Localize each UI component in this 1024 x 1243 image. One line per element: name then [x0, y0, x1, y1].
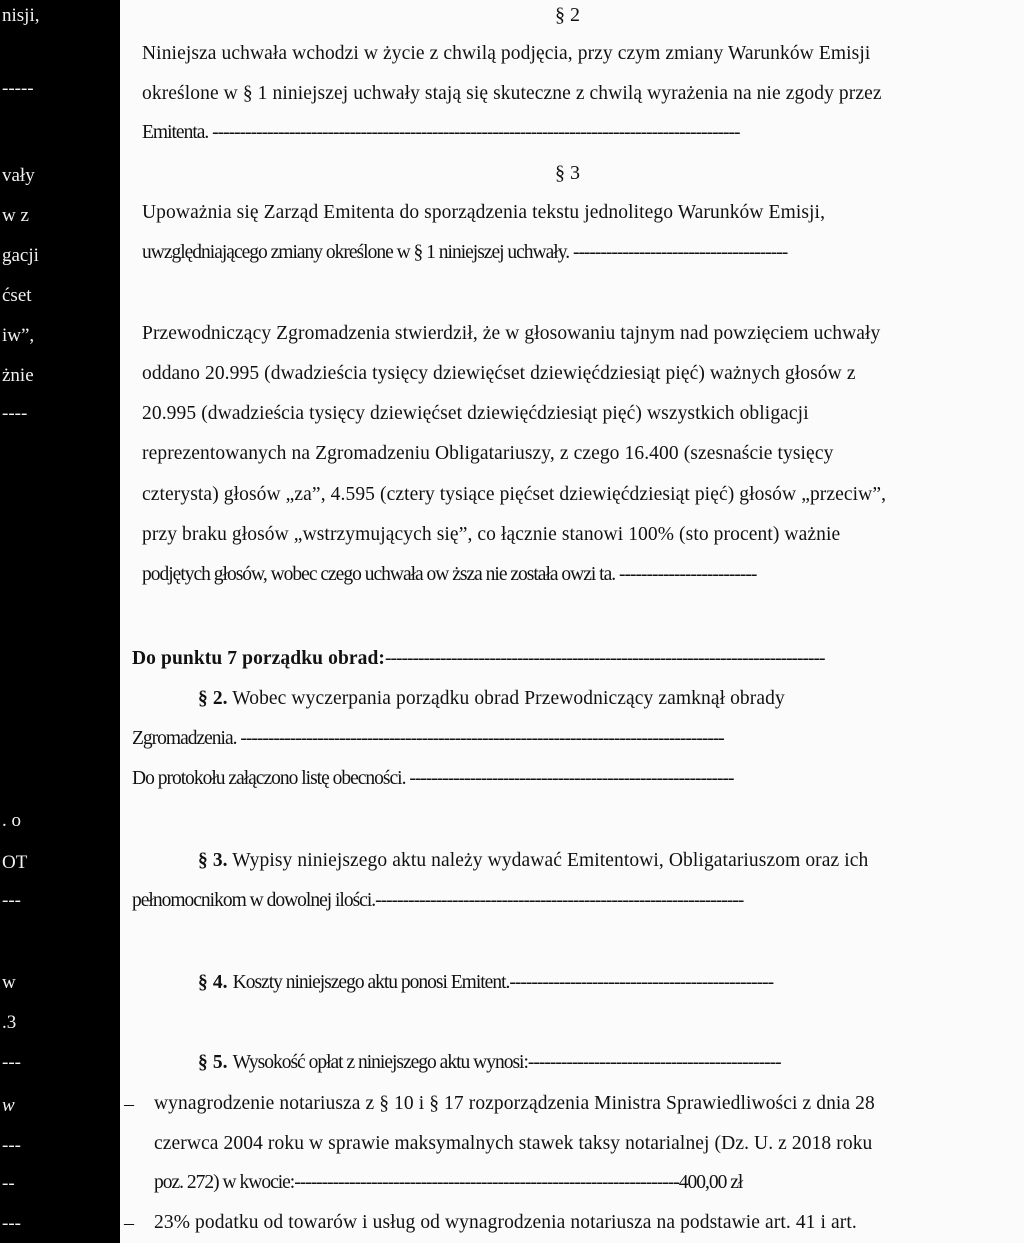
section-2-line-3: Emitenta. ------------------------------------------------------------------------------------------------ [142, 122, 740, 143]
margin-fragment: -- [2, 1173, 15, 1194]
fee-item-1-line-2: czerwca 2004 roku w sprawie maksymalnych stawek taksy notarialnej (Dz. U. z 2018 roku [154, 1133, 873, 1154]
vote-line-1: Przewodniczący Zgromadzenia stwierdził, że w głosowaniu tajnym nad powzięciem uchwały [142, 323, 881, 344]
margin-fragment: ---- [2, 403, 28, 424]
par-3-label: § 3. [198, 850, 228, 871]
point-7-par-2-row [198, 688, 785, 710]
margin-fragment: . o [2, 810, 21, 831]
point-7-heading: Do punktu 7 porządku obrad: [132, 648, 386, 669]
par-2-label: § 2. [198, 688, 228, 709]
document-page [120, 0, 1024, 1243]
vote-line-7: podjętych głosów, wobec czego uchwała ow ższa nie została owzi ta. ------------------------- [142, 564, 757, 585]
section-3-heading: § 3 [555, 162, 580, 184]
vote-line-3: 20.995 (dwadzieścia tysięcy dziewięćset dziewięćdziesiąt pięć) wszystkich obligacji [142, 403, 809, 424]
margin-fragment: iw”, [2, 325, 35, 346]
left-page-strip [0, 0, 120, 1243]
par-5-row [198, 1052, 781, 1074]
margin-fragment: w [2, 972, 16, 993]
vote-line-5: czterysta) głosów „za”, 4.595 (cztery tysiące pięćset dziewięćdziesiąt pięć) głosów „przeciw”, [142, 484, 887, 505]
margin-fragment: żnie [2, 365, 34, 386]
margin-fragment: w [2, 1095, 15, 1116]
point-7-heading-row [132, 648, 825, 670]
margin-fragment: ćset [2, 285, 32, 306]
section-2-line-2: określone w § 1 niniejszej uchwały stają się skuteczne z chwilą wyrażenia na nie zgody przez [142, 83, 882, 104]
fee-item-1-line-3: poz. 272) w kwocie:----------------------------------------------------------------------400,00 zł [154, 1172, 743, 1193]
margin-fragment: OT [2, 852, 28, 873]
section-3-line-1: Upoważnia się Zarząd Emitenta do sporządzenia tekstu jednolitego Warunków Emisji, [142, 202, 826, 223]
vote-line-6: przy braku głosów „wstrzymujących się”, co łącznie stanowi 100% (sto procent) ważnie [142, 524, 841, 545]
margin-fragment: vały [2, 165, 35, 186]
margin-fragment: .3 [2, 1012, 17, 1033]
margin-fragment: --- [2, 1135, 21, 1156]
point-7-par-2-line-2: Zgromadzenia. ---------------------------------------------------------------------------------------- [132, 728, 724, 749]
par-3-row [198, 850, 868, 872]
vote-line-2: oddano 20.995 (dwadzieścia tysięcy dziewięćset dziewięćdziesiąt pięć) ważnych głosów z [142, 363, 856, 384]
par-3-line-2: pełnomocnikom w dowolnej ilości.------------------------------------------------------------------- [132, 890, 744, 911]
section-3-line-2: uwzględniającego zmiany określone w § 1 niniejszej uchwały. --------------------------------------- [142, 242, 788, 263]
fee-item-2-line-1: 23% podatku od towarów i usług od wynagrodzenia notariusza na podstawie art. 41 i art. [154, 1212, 857, 1233]
bullet-dash: – [124, 1093, 134, 1115]
margin-fragment: nisji, [2, 5, 40, 26]
section-2-heading: § 2 [555, 4, 580, 26]
margin-fragment: ----- [2, 78, 34, 99]
par-4-row [198, 972, 773, 994]
margin-fragment: w z [2, 205, 29, 226]
vote-line-4: reprezentowanych na Zgromadzeniu Obligatariuszy, z czego 16.400 (szesnaście tysięcy [142, 443, 834, 464]
bullet-dash: – [124, 1212, 134, 1234]
par-5-text: Wysokość opłat z niniejszego aktu wynosi:---------------------------------------------- [232, 1052, 781, 1073]
fee-item-1-line-1: wynagrodzenie notariusza z § 10 i § 17 rozporządzenia Ministra Sprawiedliwości z dnia 28 [154, 1093, 875, 1114]
par-5-label: § 5. [198, 1052, 228, 1073]
par-4-label: § 4. [198, 972, 228, 993]
section-2-line-1: Niniejsza uchwała wchodzi w życie z chwilą podjęcia, przy czym zmiany Warunków Emisji [142, 43, 871, 64]
point-7-heading-dashes: -------------------------------------------------------------------------------- [385, 648, 825, 669]
par-4-text: Koszty niniejszego aktu ponosi Emitent.------------------------------------------------ [232, 972, 774, 993]
point-7-attendance-line: Do protokołu załączono listę obecności. ----------------------------------------------------------- [132, 768, 734, 789]
par-2-text: Wobec wyczerpania porządku obrad Przewodniczący zamknął obrady [232, 688, 785, 709]
margin-fragment: --- [2, 1052, 21, 1073]
par-3-text: Wypisy niniejszego aktu należy wydawać Emitentowi, Obligatariuszom oraz ich [232, 850, 869, 871]
margin-fragment: --- [2, 890, 21, 911]
margin-fragment: --- [2, 1213, 21, 1234]
margin-fragment: gacji [2, 245, 39, 266]
